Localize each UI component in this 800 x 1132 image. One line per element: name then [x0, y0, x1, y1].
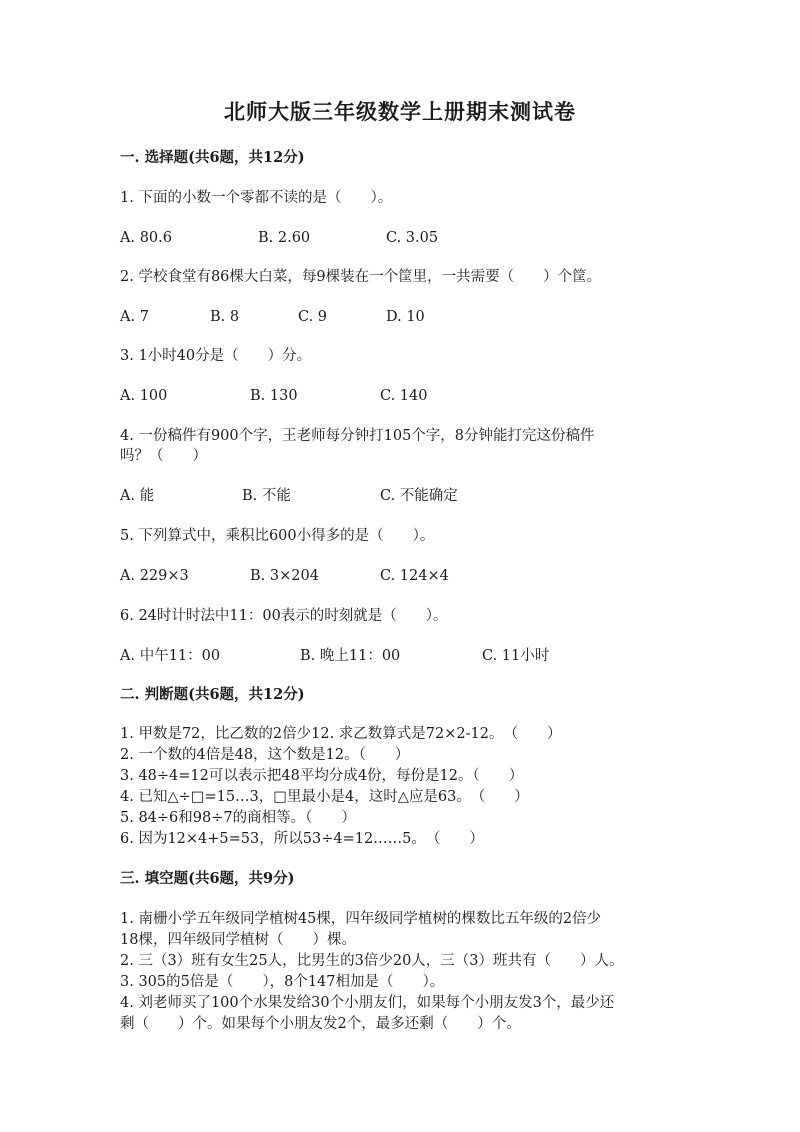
option-b: B. 不能 — [242, 488, 291, 504]
judge-item: 6. 因为12×4+5=53，所以53÷4=12……5。 （ ） — [120, 831, 484, 847]
option-a: A. 能 — [120, 488, 155, 504]
option-a: A. 80.6 — [120, 230, 172, 246]
page-title: 北师大版三年级数学上册期末测试卷 — [224, 99, 576, 124]
option-a: A. 中午11：00 — [120, 648, 221, 664]
judge-item: 4. 已知△÷□=15…3，□里最小是4，这时△应是63。 （ ） — [120, 789, 529, 805]
option-a: A. 100 — [120, 388, 168, 404]
fill-item: 3. 305的5倍是（ ），8个147相加是（ ）。 — [120, 974, 445, 990]
fill-item: 1. 南栅小学五年级同学植树45棵，四年级同学植树的棵数比五年级的2倍少 — [120, 911, 602, 927]
option-c: C. 140 — [380, 388, 428, 404]
option-a: A. 7 — [120, 309, 149, 325]
judge-item: 5. 84÷6和98÷7的商相等。（ ） — [120, 810, 356, 826]
option-c: C. 124×4 — [380, 568, 449, 584]
option-b: B. 8 — [210, 309, 240, 325]
fill-item-continued: 18棵，四年级同学植树（ ）棵。 — [120, 932, 356, 948]
judge-item: 2. 一个数的4倍是48，这个数是12。（ ） — [120, 747, 410, 763]
judge-item: 3. 48÷4=12可以表示把48平均分成4份，每份是12。（ ） — [120, 768, 524, 784]
option-d: D. 10 — [386, 309, 425, 325]
option-b: B. 晚上11：00 — [300, 648, 401, 664]
option-c: C. 不能确定 — [380, 488, 458, 504]
question-stem: 4. 一份稿件有900个字，王老师每分钟打105个字，8分钟能打完这份稿件 — [120, 428, 595, 444]
question-stem: 2. 学校食堂有86棵大白菜，每9棵装在一个筐里，一共需要（ ）个筐。 — [120, 269, 602, 285]
question-stem: 5. 下列算式中，乘积比600小得多的是（ ）。 — [120, 528, 435, 544]
judge-item: 1. 甲数是72，比乙数的2倍少12. 求乙数算式是72×2-12。 （ ） — [120, 726, 562, 742]
section-heading-fill: 三. 填空题(共6题，共9分) — [120, 870, 295, 887]
fill-item: 4. 刘老师买了100个水果发给30个小朋友们，如果每个小朋友发3个，最少还 — [120, 995, 615, 1011]
question-stem: 3. 1小时40分是（ ）分。 — [120, 348, 312, 364]
question-stem: 6. 24时计时法中11：00表示的时刻就是（ ）。 — [120, 608, 448, 624]
fill-item: 2. 三（3）班有女生25人，比男生的3倍少20人，三（3）班共有（ ）人。 — [120, 953, 624, 969]
section-heading-choice: 一. 选择题(共6题，共12分) — [120, 149, 305, 166]
fill-item-continued: 剩（ ）个。如果每个小朋友发2个，最多还剩（ ）个。 — [120, 1016, 521, 1032]
option-b: B. 2.60 — [258, 230, 311, 246]
question-stem-continued: 吗？（ ） — [120, 448, 207, 464]
option-b: B. 130 — [250, 388, 298, 404]
option-b: B. 3×204 — [250, 568, 319, 584]
option-c: C. 3.05 — [386, 230, 439, 246]
option-a: A. 229×3 — [120, 568, 189, 584]
option-c: C. 9 — [298, 309, 328, 325]
option-c: C. 11小时 — [482, 648, 550, 664]
section-heading-judge: 二. 判断题(共6题，共12分) — [120, 686, 305, 703]
question-stem: 1. 下面的小数一个零都不读的是（ ）。 — [120, 190, 393, 206]
